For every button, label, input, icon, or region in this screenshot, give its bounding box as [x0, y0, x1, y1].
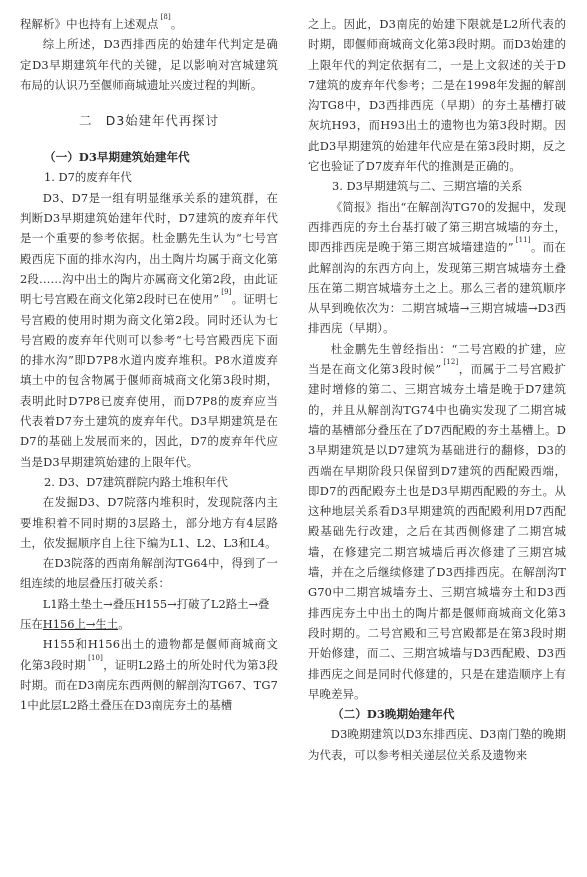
paragraph-summary: 综上所述，D3西排西庑的始建年代判定是确定D3早期建筑年代的关键，足以影响对宫城建筑布局的认识乃至偃师商城遗址兴废过程的判断。 — [20, 37, 278, 92]
text: 。证明七号宫殿的使用时期为商文化第2段。同时还认为七号宫殿的废弃年代则可以参考“七号宫殿西庑下面的排水沟”即D7P8水道内废弃堆积。P8水道废弃填土中的包含物属于偃师商城商文化第3段时期，表明此时D7P8已废弃使用，而D7P8的废弃应当代表着D7夯土建筑的废弃年代。D3早期建筑是在D7的基础上发展而来的，因此，D7的废弃年代应当是D3早期建筑始建的上限年代。 — [20, 292, 278, 469]
text: H155和H156出土的遗物都是偃师商城商文化第3段时期 — [20, 637, 278, 672]
text: L1路土垫土→叠压H155→打破了L2路土→叠压在 — [20, 596, 270, 632]
text: 。 — [118, 617, 130, 632]
citation-10: [10] — [88, 653, 104, 662]
paragraph-intro-end — [20, 14, 278, 34]
text: 《简报》指出“在解剖沟TG70的发掘中，发现西排西庑的夯土台基打破了第三期宫城墙的夯土，即西排西庑是晚于第三期宫城墙建造的” — [308, 199, 566, 255]
citation-8: [8] — [160, 13, 171, 21]
heading-d7-abandon: 1. D7的废弃年代 — [44, 170, 132, 185]
heading-road-soil: 2. D3、D7建筑群院内路土堆积年代 — [44, 474, 228, 489]
right-column — [308, 14, 566, 765]
citation-9: [9] — [221, 288, 232, 297]
text: 。 — [170, 17, 183, 31]
text: D3、D7是一组有明显继承关系的建筑群，在判断D3早期建筑始建年代时，D7建筑的废弃年代是一个重要的参考依据。杜金鹏先生认为“七号宫殿西庑下面的排水沟内，出土陶片均属于商文化第2段……沟中出土的陶片亦属商文化第2段，由此证明七号宫殿在商文化第2段时已在使用” — [20, 190, 278, 307]
paragraph-continued: 之上。因此，D3南庑的始建下限就是L2所代表的时期，即偃师商城商文化第3段时期。而D3始建的上限年代的判定依据有二，一是上文叙述的关于D7建筑的废弃年代参考；二是在1998年发掘的解剖沟TG8中，D3西排西庑（早期）的夯土基槽打破灰坑H93，而H93出土的遗物也为第3段时期。因此D3早期建筑的始建年代应是在第3段时期，反之它也验证了D7废弃年代的推测是正确的。 — [308, 17, 566, 174]
stratigraphy-sequence — [20, 594, 278, 635]
subsection-title-early: （一）D3早期建筑始建年代 — [44, 150, 190, 165]
subsection-title-late: （二）D3晚期始建年代 — [332, 707, 455, 722]
paragraph-brief-report — [308, 197, 566, 339]
text: ，而属于二号宫殿扩建时增修的第二、三期宫城夯土墙是晚于D7建筑的，并且从解剖沟TG74中也确实发现了二期宫城墙的基槽部分叠压在了D7西配殿的夯土基槽上。D3早期建筑是以D7建筑为基础进行的翻修，D3的西端在早期阶段只保留到D7建筑的西配殿西端，即D7的西配殿夯土也是D3早期西配殿的夯土。从这种地层关系看D3早期建筑的西配殿利用D7西配殿基础先行改建，之后在其西侧修建了二期宫城墙，在修建完二期宫城墙后再次修建了三期宫城墙，并在之后继续修建了D3西排西庑。在解剖沟TG70中二期宫城墙夯土、三期宫城墙夯土和D3西排西庑夯土中出土的陶片都是偃师商城商文化第3段时期的。二号宫殿和三号宫殿都是在第3段时期开始修建，而二、三期宫城墙与D3西配殿、D3西排西庑之间是同时代修建的，只是在建造顺序上有早晚差异。 — [308, 362, 566, 701]
paragraph-road-soil: 在发掘D3、D7院落内堆积时，发现院落内主要堆积着不同时期的3层路土，部分地方有4层路土，依发掘顺序自上往下编为L1、L2、L3和L4。 — [20, 495, 278, 550]
paragraph-du-jinpeng — [308, 339, 566, 704]
paragraph-tg64: 在D3院落的西南角解剖沟TG64中，得到了一组连续的地层叠压打破关系： — [20, 556, 278, 591]
paragraph-late: D3晚期建筑以D3东排西庑、D3南门塾的晚期为代表，可以参考相关递层位关系及遗物来 — [308, 727, 566, 762]
paragraph-h155 — [20, 634, 278, 715]
citation-11: [11] — [515, 236, 531, 245]
text: ，证明L2路土的所处时代为第3段时期。而在D3南庑东西两侧的解剖沟TG67、TG71中此层L2路土叠压在D3南庑夯土的基槽 — [20, 657, 278, 713]
citation-12: [12] — [443, 358, 459, 367]
text: 杜金鹏先生曾经指出：“二号宫殿的扩建，应当是在商文化第3段时候” — [308, 341, 566, 377]
text: 。而在此解剖沟的东西方向上，发现第三期宫城墙夯土叠压在第二期宫城墙夯土之上。那么三者的建筑顺序从早到晚依次为：二期宫城墙→三期宫城墙→D3西排西庑（早期）。 — [308, 240, 567, 336]
text-underlined: H156上→生土 — [42, 617, 119, 632]
section-title: 二 D3始建年代再探讨 — [79, 113, 219, 129]
text: 程解析》中也持有上述观点 — [20, 17, 159, 31]
paragraph-d7 — [20, 188, 278, 472]
heading-palace-walls: 3. D3早期建筑与二、三期宫墙的关系 — [332, 179, 523, 194]
left-column — [20, 14, 278, 716]
